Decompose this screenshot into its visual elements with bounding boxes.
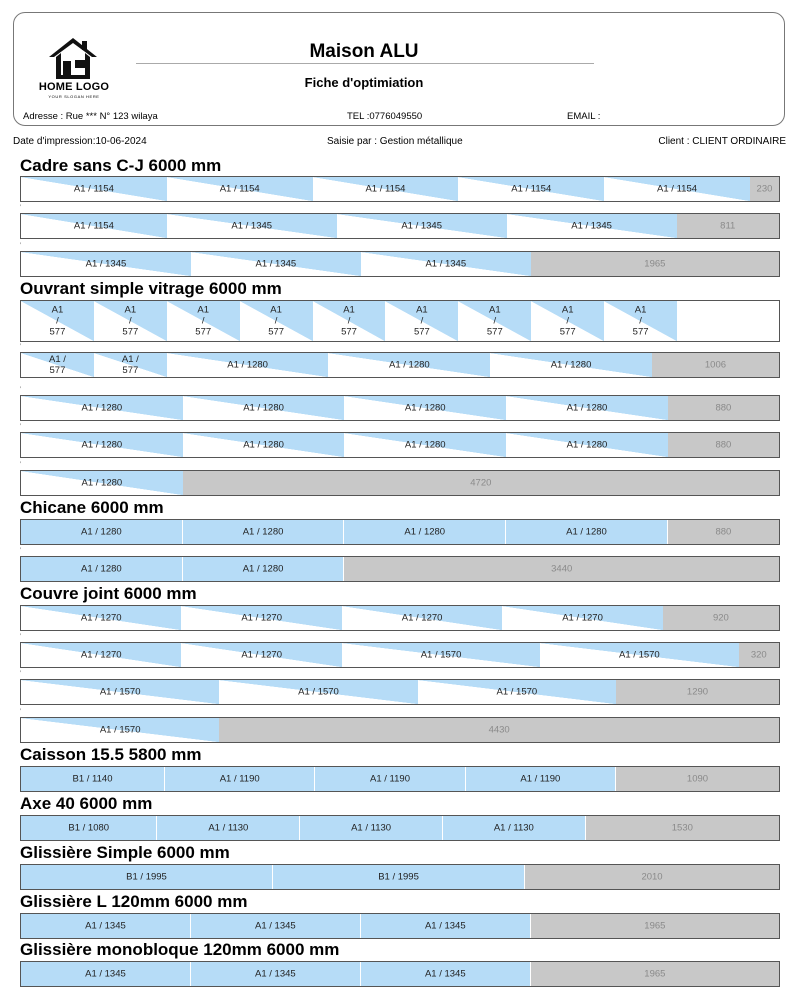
waste-offcut [668,433,779,457]
bar-marker: ′ [20,205,22,211]
waste-label: 1965 [644,258,666,270]
cut-piece-label: A1 / 1270 [241,649,282,661]
cut-piece-label: A1 / 1280 [81,439,123,451]
cut-piece [337,214,507,238]
cut-piece [21,471,183,495]
cut-piece-label: A1 / 1345 [85,920,126,932]
cut-piece-label: A1 / 577 [48,354,66,376]
cut-piece-label: A1 / 577 [341,304,357,338]
bar-marker: ′ [20,387,22,393]
cut-piece-label: A1 / 1280 [404,402,446,414]
stock-bar [20,519,780,545]
cut-piece [604,301,677,341]
logo-text: HOME LOGO [38,81,110,93]
cut-piece-label: B1 / 1995 [126,871,167,883]
cut-piece-label: A1 / 1280 [566,402,608,414]
document-subtitle: Fiche d'optimiation [304,75,424,90]
home-logo [36,35,112,107]
entered-by: Saisie par : Gestion métallique [327,136,463,147]
waste-label: 320 [750,649,767,661]
waste-offcut [668,396,779,420]
waste-offcut [586,816,779,840]
cut-piece-label: A1 / 577 [486,304,503,338]
cut-piece [502,606,662,630]
cut-piece-label: A1 / 1280 [404,526,446,538]
section-title: Chicane 6000 mm [20,498,164,517]
waste-offcut [652,353,779,377]
section-title: Glissière Simple 6000 mm [20,843,230,862]
stock-bar [20,213,780,239]
cut-piece-label: A1 / 1280 [566,439,608,451]
cut-piece-label: A1 / 1280 [81,477,123,489]
cut-piece-label: A1 / 1154 [657,183,698,195]
email-text: EMAIL : [567,111,601,122]
cut-piece [458,301,531,341]
bar-marker: ′ [20,424,22,430]
waste-label: 2010 [641,871,663,883]
cut-piece-label: A1 / 1280 [404,439,446,451]
stock-bar [20,642,780,668]
cut-piece [315,767,465,791]
section-title: Glissière monobloque 120mm 6000 mm [20,940,340,959]
waste-offcut [739,643,779,667]
cut-piece-label: A1 / 1270 [241,612,282,624]
cut-piece-label: A1 / 1345 [571,220,612,232]
cut-piece [21,914,191,938]
cut-piece-label: A1 / 1280 [81,526,122,538]
cut-piece [183,433,345,457]
cut-piece-label: A1 / 1570 [496,686,538,698]
cut-piece-label: A1 / 1154 [511,183,552,195]
cut-piece [240,301,313,341]
cut-piece-label: A1 / 1345 [425,258,467,270]
cut-piece [21,433,183,457]
waste-offcut [616,767,779,791]
cut-piece [458,177,604,201]
cut-piece [506,520,668,544]
stock-bar [20,961,780,987]
cut-piece-label: A1 / 1270 [80,649,122,661]
cut-piece [466,767,616,791]
cut-piece-label: A1 / 1130 [493,822,534,834]
cut-piece [191,914,361,938]
bar-marker: ′ [20,462,22,468]
logo-slogan: YOUR SLOGAN HERE [48,94,100,99]
cut-piece-label: A1 / 1280 [81,402,123,414]
cut-piece-label: A1 / 577 [559,304,576,338]
cut-piece [418,680,616,704]
cut-piece-label: A1 / 1345 [255,920,296,932]
cut-piece-label: A1 / 1570 [298,686,339,698]
address-text: Adresse : Rue *** N° 123 wilaya [23,111,158,122]
section-title: Caisson 15.5 5800 mm [20,745,202,764]
cut-piece-label: A1 / 1270 [401,612,443,624]
stock-bar [20,395,780,421]
cut-piece [490,353,652,377]
cut-piece-label: A1 / 1154 [219,183,260,195]
waste-label: 920 [712,612,729,624]
cut-piece-label: A1 / 1154 [365,183,406,195]
waste-label: 880 [715,402,732,414]
cut-piece [344,520,506,544]
waste-label: 1965 [644,968,666,980]
stock-bar [20,605,780,631]
stock-bar [20,864,780,890]
cut-piece [21,962,191,986]
cut-piece [313,301,386,341]
cut-piece [21,396,183,420]
stock-bar [20,766,780,792]
stock-bar [20,352,780,378]
stock-bar [20,432,780,458]
cut-piece [361,914,531,938]
cut-piece-label: A1 / 577 [121,354,139,376]
stock-bar [20,470,780,496]
cut-piece-label: A1 / 1154 [73,220,114,232]
stock-bar [20,251,780,277]
cut-piece [21,177,167,201]
cut-piece-label: A1 / 1345 [401,220,442,232]
cut-piece [183,557,345,581]
section-title: Couvre joint 6000 mm [20,584,197,603]
cut-piece [531,301,604,341]
section-title: Cadre sans C-J 6000 mm [20,156,222,175]
cut-piece [342,643,540,667]
cut-piece [342,606,502,630]
cut-piece-label: A1 / 577 [49,304,66,338]
title-divider [136,63,594,64]
cut-piece [540,643,738,667]
waste-offcut [183,471,779,495]
cut-piece [191,962,361,986]
stock-bar [20,717,780,743]
cut-piece [157,816,300,840]
cut-piece [21,718,219,742]
waste-label: 1006 [704,359,727,371]
cut-piece [21,252,191,276]
cut-piece-label: A1 / 1280 [389,359,430,371]
cut-piece [21,643,181,667]
company-name: Maison ALU [309,41,419,62]
cut-piece-label: A1 / 1345 [85,258,127,270]
bar-marker: ′ [20,548,22,554]
stock-bar [20,556,780,582]
cut-piece [21,557,183,581]
cut-piece-label: A1 / 1345 [231,220,273,232]
cut-piece-label: A1 / 577 [268,304,285,338]
bar-marker: ′ [20,634,22,640]
cut-piece [94,301,167,341]
waste-label: 1290 [686,686,709,698]
cut-piece [21,353,94,377]
print-date: Date d'impression:10-06-2024 [13,136,147,147]
waste-label: 1530 [671,822,693,834]
cut-piece-label: A1 / 1570 [99,686,141,698]
client-name: Client : CLIENT ORDINAIRE [658,136,786,147]
cut-piece-label: A1 / 1270 [562,612,603,624]
cut-piece-label: A1 / 1280 [243,439,284,451]
cut-piece [21,301,94,341]
waste-offcut [531,914,779,938]
cut-piece-label: A1 / 1270 [80,612,122,624]
cut-piece [167,301,240,341]
bar-marker: ′ [20,344,22,350]
cut-piece [604,177,750,201]
cut-piece-label: A1 / 1280 [242,563,284,575]
cut-piece [506,433,668,457]
waste-label: 1965 [644,920,666,932]
cut-piece-label: A1 / 577 [632,304,649,338]
cut-piece-label: A1 / 1345 [255,258,297,270]
cut-piece [183,396,345,420]
cut-piece-label: B1 / 1995 [378,871,419,883]
waste-label: 811 [720,220,736,232]
waste-label: 4720 [470,477,492,489]
bar-marker: ′ [20,243,22,249]
cut-piece [361,252,531,276]
cut-piece-label: A1 / 1345 [424,920,466,932]
waste-offcut [750,177,779,201]
waste-offcut [668,520,779,544]
cut-piece-label: A1 / 1130 [208,822,249,834]
waste-label: 880 [715,526,732,538]
cut-piece [21,767,165,791]
cut-piece-label: A1 / 577 [122,304,139,338]
cut-piece-label: A1 / 1280 [81,563,122,575]
section-title: Axe 40 6000 mm [20,794,153,813]
cut-piece [167,214,337,238]
waste-offcut [677,214,779,238]
cut-piece [313,177,459,201]
stock-bar [20,913,780,939]
waste-offcut [663,606,779,630]
waste-label: 880 [715,439,732,451]
waste-offcut [219,718,779,742]
document-header [13,12,785,126]
stock-bar [20,300,780,342]
cut-piece [167,177,313,201]
stock-bar [20,815,780,841]
cut-piece [21,816,157,840]
cut-piece [181,643,341,667]
cut-piece [21,606,181,630]
cut-piece-label: A1 / 1280 [566,526,607,538]
stock-bar [20,176,780,202]
cut-piece-label: A1 / 1190 [520,773,561,785]
cut-piece-label: A1 / 1280 [550,359,592,371]
waste-offcut [525,865,779,889]
cut-piece-label: A1 / 1280 [227,359,268,371]
cut-piece-label: A1 / 1570 [420,649,462,661]
cut-piece-label: A1 / 1345 [424,968,466,980]
cut-piece [183,520,345,544]
cut-piece-label: A1 / 1130 [351,822,392,834]
cut-piece [167,353,329,377]
cut-piece [361,962,531,986]
cut-piece [21,214,167,238]
cut-piece [385,301,458,341]
waste-label: 4430 [488,724,510,736]
cut-piece-label: A1 / 1154 [73,183,114,195]
cut-piece [94,353,167,377]
cut-piece-label: A1 / 1190 [370,773,410,785]
cut-piece [21,520,183,544]
cut-piece [21,680,219,704]
cut-piece-label: A1 / 1280 [243,402,284,414]
tel-text: TEL :0776049550 [347,111,423,122]
house-icon [46,35,100,81]
cut-piece [344,396,506,420]
cut-piece [507,214,677,238]
cut-piece-label: A1 / 1280 [242,526,284,538]
cut-piece-label: A1 / 577 [413,304,430,338]
waste-label: 1090 [686,773,709,785]
waste-label: 230 [756,183,773,195]
cut-piece [506,396,668,420]
cut-piece [300,816,443,840]
cut-piece [21,865,273,889]
stock-bar [20,679,780,705]
cut-piece-label: A1 / 577 [195,304,212,338]
cut-piece [165,767,315,791]
cut-piece [273,865,525,889]
bar-marker: ′ [20,709,22,715]
cut-piece-label: B1 / 1140 [72,773,113,785]
waste-offcut [531,252,779,276]
waste-label: 3440 [551,563,573,575]
section-title: Ouvrant simple vitrage 6000 mm [20,279,282,298]
section-title: Glissière L 120mm 6000 mm [20,892,248,911]
cut-piece-label: A1 / 1345 [255,968,296,980]
cut-piece [181,606,341,630]
cut-piece-label: A1 / 1345 [85,968,126,980]
waste-offcut [531,962,779,986]
cut-piece [328,353,490,377]
cut-piece [443,816,586,840]
cut-piece [344,433,506,457]
waste-offcut [616,680,779,704]
cut-piece-label: A1 / 1570 [99,724,141,736]
waste-offcut [344,557,779,581]
bar-marker: ′ [20,671,22,677]
cut-piece [219,680,417,704]
cut-piece-label: A1 / 1190 [219,773,260,785]
cut-piece [191,252,361,276]
cut-piece-label: A1 / 1570 [619,649,660,661]
cut-piece-label: B1 / 1080 [68,822,110,834]
